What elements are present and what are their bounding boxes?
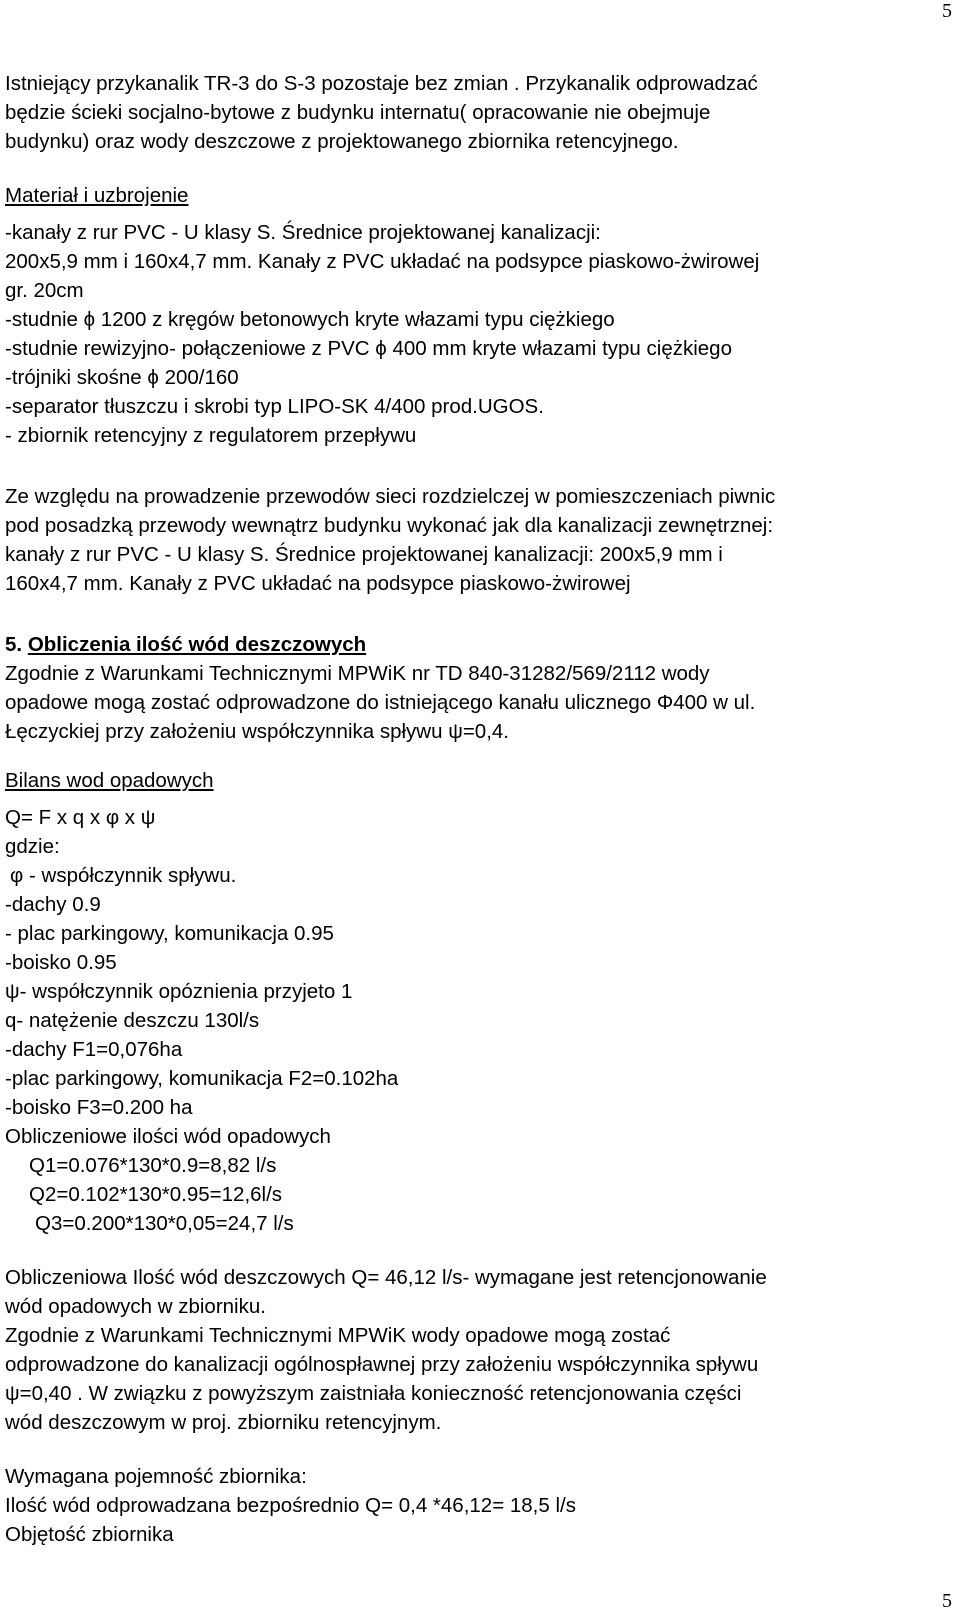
calc-heading: Obliczeniowe ilości wód opadowych bbox=[5, 1125, 331, 1148]
list-item: -kanały z rur PVC - U klasy S. Średnice projektowanej kanalizacji: bbox=[5, 221, 601, 244]
text-line: Wymagana pojemność zbiornika: bbox=[5, 1465, 307, 1488]
text-line: ψ=0,40 . W związku z powyższym zaistniała konieczność retencjonowania części bbox=[5, 1382, 742, 1405]
coefficient: -dachy 0.9 bbox=[5, 893, 101, 916]
document-body bbox=[5, 69, 940, 1549]
materials-list bbox=[5, 218, 940, 450]
definition: ψ- współczynnik opóznienia przyjeto 1 bbox=[5, 980, 353, 1003]
section-number: 5. bbox=[5, 633, 23, 656]
list-item: -studnie rewizyjno- połączeniowe z PVC ϕ 400 mm kryte włazami typu ciężkiego bbox=[5, 337, 732, 360]
section-heading bbox=[5, 630, 940, 659]
coefficient: -boisko 0.95 bbox=[5, 951, 117, 974]
text-line: gdzie: bbox=[5, 835, 60, 858]
definition: φ - współczynnik spływu. bbox=[10, 864, 237, 887]
list-item: -studnie ϕ 1200 z kręgów betonowych kryte włazami typu ciężkiego bbox=[5, 308, 615, 331]
text-line: Zgodnie z Warunkami Technicznymi MPWiK wody opadowe mogą zostać bbox=[5, 1324, 671, 1347]
list-item: gr. 20cm bbox=[5, 279, 84, 302]
text-line: Ilość wód odprowadzana bezpośrednio Q= 0,4 *46,12= 18,5 l/s bbox=[5, 1494, 576, 1517]
list-item: -separator tłuszczu i skrobi typ LIPO-SK 4/400 prod.UGOS. bbox=[5, 395, 544, 418]
materials-heading: Materiał i uzbrojenie bbox=[5, 184, 189, 207]
calc-line: Q2=0.102*130*0.95=12,6l/s bbox=[29, 1183, 283, 1206]
text-line: 160x4,7 mm. Kanały z PVC układać na podsypce piaskowo-żwirowej bbox=[5, 572, 631, 595]
list-item: 200x5,9 mm i 160x4,7 mm. Kanały z PVC układać na podsypce piaskowo-żwirowej bbox=[5, 250, 760, 273]
definition: q- natężenie deszczu 130l/s bbox=[5, 1009, 260, 1032]
text-line: opadowe mogą zostać odprowadzone do istniejącego kanału ulicznego Φ400 w ul. bbox=[5, 691, 756, 714]
text-line: pod posadzką przewody wewnątrz budynku wykonać jak dla kanalizacji zewnętrznej: bbox=[5, 514, 774, 537]
area: -boisko F3=0.200 ha bbox=[5, 1096, 193, 1119]
interior-paragraph bbox=[5, 482, 940, 598]
text-line: kanały z rur PVC - U klasy S. Średnice projektowanej kanalizacji: 200x5,9 mm i bbox=[5, 543, 723, 566]
section5-paragraph bbox=[5, 659, 940, 746]
text-line: Obliczeniowa Ilość wód deszczowych Q= 46,12 l/s- wymagane jest retencjonowanie bbox=[5, 1266, 767, 1289]
calc-line: Q1=0.076*130*0.9=8,82 l/s bbox=[29, 1154, 277, 1177]
text-line: Ze względu na prowadzenie przewodów sieci rozdzielczej w pomieszczeniach piwnic bbox=[5, 485, 776, 508]
text-line: Zgodnie z Warunkami Technicznymi MPWiK nr TD 840-31282/569/2112 wody bbox=[5, 662, 710, 685]
calc-line: Q3=0.200*130*0,05=24,7 l/s bbox=[35, 1212, 294, 1235]
text-line: Istniejący przykanalik TR-3 do S-3 pozostaje bez zmian . Przykanalik odprowadzać bbox=[5, 72, 758, 95]
page-number-top: 5 bbox=[942, 0, 952, 22]
text-line: budynku) oraz wody deszczowe z projektowanego zbiornika retencyjnego. bbox=[5, 130, 679, 153]
tank-paragraph bbox=[5, 1462, 940, 1549]
text-line: odprowadzone do kanalizacji ogólnospławnej przy założeniu współczynnika spływu bbox=[5, 1353, 759, 1376]
list-item: - zbiornik retencyjny z regulatorem przepływu bbox=[5, 424, 417, 447]
intro-paragraph bbox=[5, 69, 940, 156]
balance-heading: Bilans wod opadowych bbox=[5, 769, 214, 792]
page-number-bottom: 5 bbox=[942, 1590, 952, 1612]
text-line: wód deszczowym w proj. zbiorniku retencyjnym. bbox=[5, 1411, 442, 1434]
text-line: wód opadowych w zbiorniku. bbox=[5, 1295, 266, 1318]
text-line: Objętość zbiornika bbox=[5, 1523, 174, 1546]
area: -dachy F1=0,076ha bbox=[5, 1038, 183, 1061]
list-item: -trójniki skośne ϕ 200/160 bbox=[5, 366, 239, 389]
text-line: będzie ścieki socjalno-bytowe z budynku internatu( opracowanie nie obejmuje bbox=[5, 101, 711, 124]
text-line: Łęczyckiej przy założeniu współczynnika spływu ψ=0,4. bbox=[5, 720, 509, 743]
formula: Q= F x q x φ x ψ bbox=[5, 806, 156, 829]
coefficient: - plac parkingowy, komunikacja 0.95 bbox=[5, 922, 334, 945]
balance-block bbox=[5, 803, 940, 1238]
section-title: Obliczenia ilość wód deszczowych bbox=[27, 633, 367, 656]
summary-paragraph bbox=[5, 1263, 940, 1437]
area: -plac parkingowy, komunikacja F2=0.102ha bbox=[5, 1067, 399, 1090]
